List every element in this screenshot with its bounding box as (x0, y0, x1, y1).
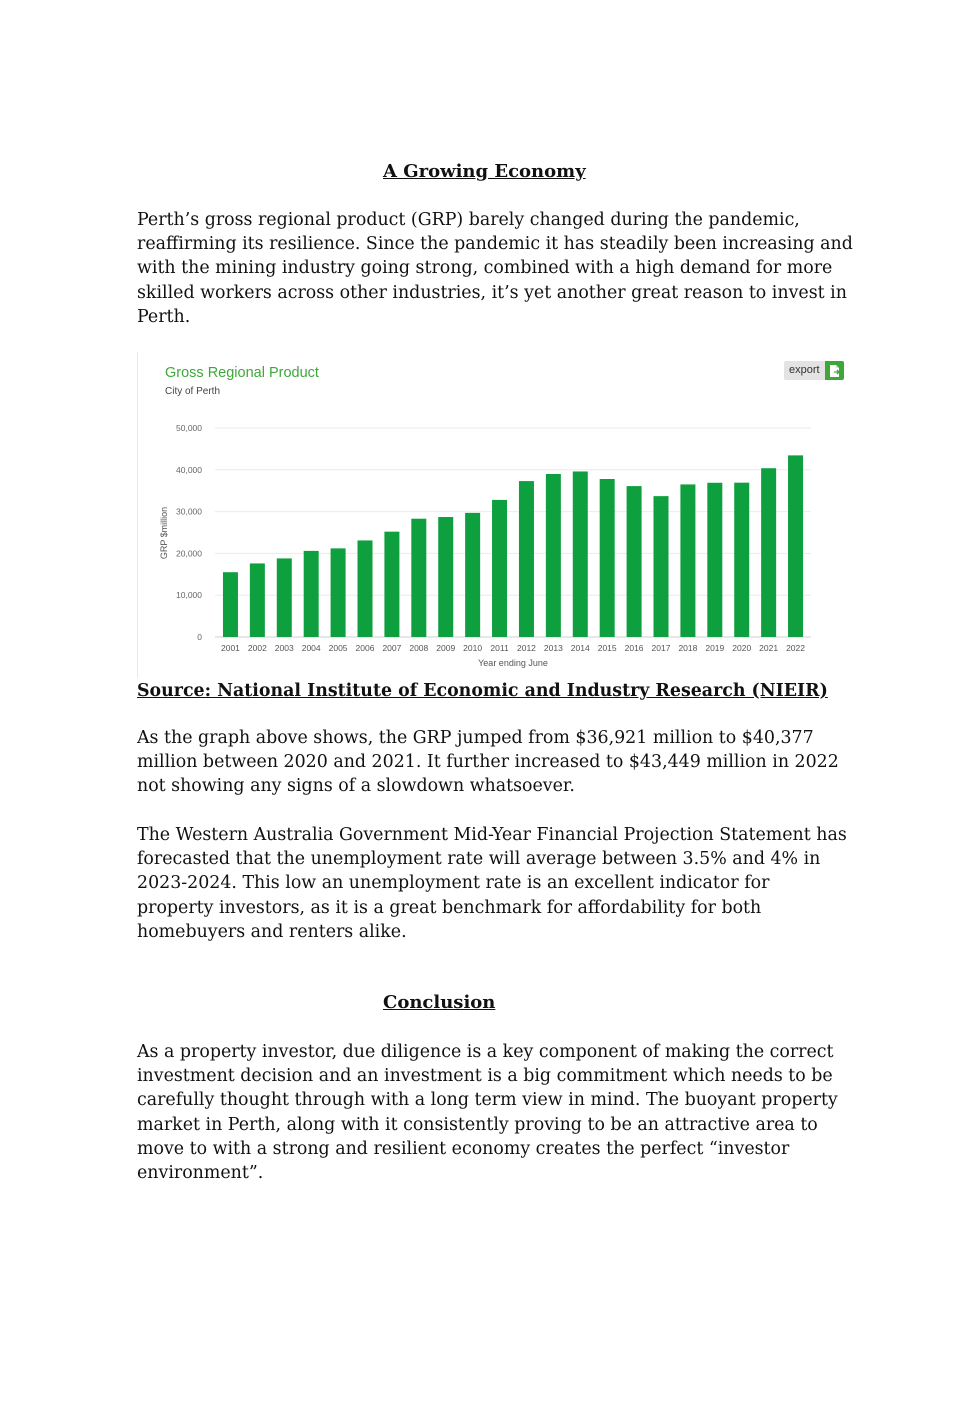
x-tick-label: 2013 (543, 643, 563, 653)
x-tick-label: 2021 (759, 643, 779, 653)
paragraph-line: reaffirming its resilience. Since the pandemic it has steadily been increasing and (137, 234, 853, 255)
unemployment-paragraph (137, 823, 845, 944)
paragraph-line: investment decision and an investment is a big commitment which needs to be (137, 1066, 833, 1087)
paragraph-line: carefully thought through with a long term view in mind. The buoyant property (137, 1090, 838, 1111)
x-tick-label: 2022 (786, 643, 806, 653)
y-tick-label: 10,000 (176, 590, 202, 601)
section-heading-conclusion: Conclusion (383, 992, 496, 1013)
y-tick-label: 30,000 (176, 506, 202, 517)
export-label: export (784, 361, 825, 380)
paragraph-line: million between 2020 and 2021. It further increased to $43,449 million in 2022 (137, 752, 839, 773)
paragraph-line: skilled workers across other industries, it’s yet another great reason to invest in (137, 282, 847, 303)
paragraph-line: forecasted that the unemployment rate will average between 3.5% and 4% in (137, 849, 821, 870)
chart-source-caption: Source: National Institute of Economic and Industry Research (NIEIR) (137, 681, 828, 701)
bar (250, 563, 265, 637)
x-tick-label: 2009 (436, 643, 456, 653)
bar (223, 572, 238, 637)
paragraph-line: The Western Australia Government Mid-Year Financial Projection Statement has (137, 825, 847, 845)
conclusion-paragraph (137, 1040, 845, 1185)
x-tick-label: 2004 (301, 643, 321, 653)
grp-chart (137, 352, 848, 678)
x-tick-label: 2007 (382, 643, 402, 653)
y-tick-label: 20,000 (176, 548, 202, 559)
x-tick-label: 2014 (570, 643, 590, 653)
bar (438, 517, 453, 637)
bar (680, 484, 695, 637)
bar (761, 468, 776, 637)
x-tick-label: 2018 (678, 643, 698, 653)
x-tick-label: 2015 (597, 643, 617, 653)
x-tick-label: 2012 (516, 643, 536, 653)
intro-paragraph (137, 208, 853, 329)
bar (331, 548, 346, 637)
bar (277, 558, 292, 637)
paragraph-line: As the graph above shows, the GRP jumped from $36,921 million to $40,377 (137, 728, 814, 748)
paragraph-line: homebuyers and renters alike. (137, 921, 407, 942)
x-tick-label: 2011 (490, 643, 509, 653)
paragraph-line: 2023-2024. This low an unemployment rate is an excellent indicator for (137, 873, 770, 894)
paragraph-line: environment”. (137, 1163, 264, 1184)
bar (465, 513, 480, 637)
bar (304, 551, 319, 637)
x-tick-label: 2002 (247, 643, 267, 653)
x-tick-label: 2001 (220, 643, 240, 653)
bar (519, 481, 534, 637)
x-tick-label: 2003 (274, 643, 294, 653)
bar (492, 500, 507, 637)
y-tick-label: 50,000 (176, 423, 202, 433)
paragraph-line: market in Perth, along with it consistently proving to be an attractive area to (137, 1114, 818, 1135)
chart-title: Gross Regional Product (165, 365, 319, 381)
y-tick-label: 40,000 (176, 464, 202, 475)
x-tick-label: 2020 (732, 643, 752, 653)
bar (573, 471, 588, 637)
x-tick-label: 2019 (705, 643, 725, 653)
x-tick-label: 2006 (355, 643, 375, 653)
paragraph-line: move to with a strong and resilient economy creates the perfect “investor (137, 1138, 790, 1159)
bar (546, 474, 561, 637)
bar (788, 455, 803, 637)
paragraph-line: with the mining industry going strong, combined with a high demand for more (137, 258, 833, 279)
bar (600, 479, 615, 637)
x-axis-label: Year ending June (478, 658, 548, 668)
paragraph-line: not showing any signs of a slowdown whatsoever. (137, 776, 575, 797)
x-tick-label: 2017 (651, 643, 671, 653)
y-tick-label: 0 (197, 632, 202, 642)
chart-plot-area (138, 352, 848, 678)
bar (411, 519, 426, 637)
y-axis-label: GRP $million (159, 506, 169, 560)
bar (654, 496, 669, 637)
x-tick-label: 2005 (328, 643, 348, 653)
paragraph-line: Perth. (137, 306, 191, 327)
bar (707, 483, 722, 637)
chart-subtitle: City of Perth (165, 386, 221, 397)
bar (627, 486, 642, 637)
bar (384, 532, 399, 637)
section-heading-growing-economy: A Growing Economy (383, 161, 586, 182)
bar (358, 540, 373, 637)
grp-paragraph (137, 726, 845, 799)
paragraph-line: Perth’s gross regional product (GRP) barely changed during the pandemic, (137, 210, 800, 230)
bar (734, 483, 749, 637)
x-tick-label: 2010 (463, 643, 483, 653)
x-tick-label: 2008 (409, 643, 429, 653)
x-tick-label: 2016 (624, 643, 644, 653)
paragraph-line: As a property investor, due diligence is a key component of making the correct (137, 1042, 834, 1062)
paragraph-line: property investors, as it is a great benchmark for affordability for both (137, 897, 762, 918)
